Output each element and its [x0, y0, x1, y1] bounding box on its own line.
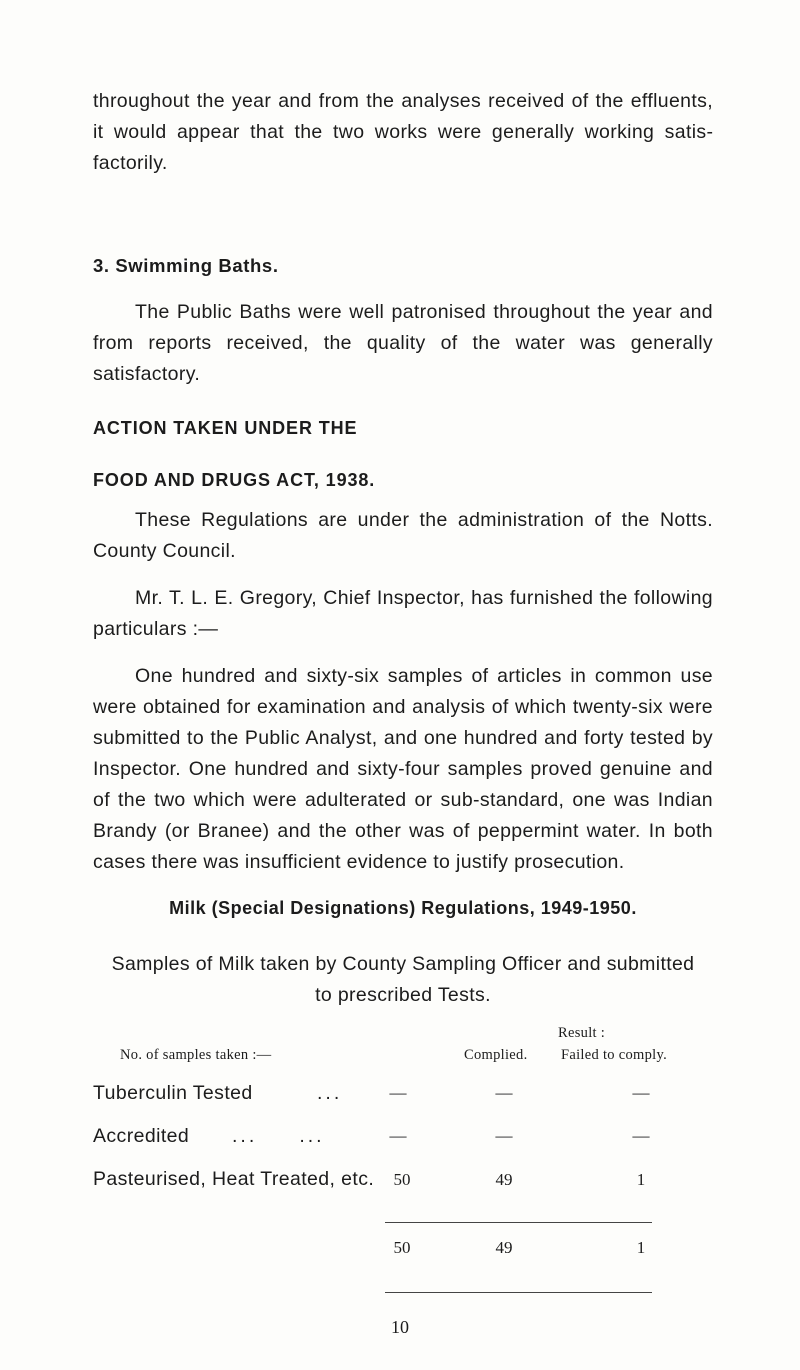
effluents-paragraph: throughout the year and from the analyses received of the effluents, it would appear that the two works were generally working satisfactorily.	[93, 90, 713, 174]
cell-taken: —	[389, 1083, 407, 1102]
total-complied: 49	[495, 1238, 513, 1257]
totals-bottom-rule	[385, 1292, 652, 1293]
cell-failed: 1	[636, 1170, 646, 1189]
cell-complied: —	[495, 1126, 513, 1145]
cell-complied: 49	[495, 1170, 513, 1189]
regulations-paragraph: These Regulations are under the administration of the Notts. County Council.	[93, 509, 713, 562]
cell-failed: —	[632, 1126, 650, 1145]
milk-intro-line2: to prescribed Tests.	[315, 984, 491, 1006]
swimming-baths-heading: 3. Swimming Baths.	[93, 255, 279, 276]
totals-top-rule	[385, 1222, 652, 1223]
milk-heading: Milk (Special Designations) Regulations, 1949-1950.	[169, 898, 637, 918]
complied-header: Complied.	[464, 1047, 528, 1063]
milk-intro-line1: Samples of Milk taken by County Sampling Officer and submitted	[111, 953, 695, 975]
cell-complied: —	[495, 1083, 513, 1102]
baths-paragraph: The Public Baths were well patronised throughout the year and from reports received, the quality of the water was generally satisfactory.	[93, 301, 713, 385]
row-label-accredited: Accredited	[93, 1125, 190, 1147]
cell-failed: —	[632, 1083, 650, 1102]
row-label-pasteurised: Pasteurised, Heat Treated, etc.	[93, 1168, 375, 1190]
cell-taken: —	[389, 1126, 407, 1145]
result-label: Result :	[558, 1025, 606, 1041]
row-leader: ...	[317, 1082, 343, 1104]
total-taken: 50	[393, 1238, 411, 1257]
gregory-paragraph: Mr. T. L. E. Gregory, Chief Inspector, has furnished the following particulars :—	[93, 587, 713, 640]
samples-paragraph: One hundred and sixty-six samples of articles in common use were obtained for examination and analysis of which twenty-six were submitted to the Public Analyst, and one hundred and forty tested by Inspector. One hundred and sixty-four samples proved genuine and of the two which were adulterated or sub-standard, one was Indian Brandy (or Branee) and the other was of peppermint water. In both cases there was insufficient evidence to justify prosecution.	[93, 665, 713, 873]
failed-header: Failed to comply.	[561, 1047, 668, 1063]
row-label-tuberculin: Tuberculin Tested	[93, 1082, 253, 1104]
row-leader: ... ...	[232, 1125, 325, 1147]
samples-taken-header: No. of samples taken :—	[120, 1047, 272, 1063]
page-number: 10	[391, 1317, 409, 1337]
action-heading-line2: FOOD AND DRUGS ACT, 1938.	[93, 470, 376, 490]
total-failed: 1	[636, 1238, 646, 1257]
cell-taken: 50	[393, 1170, 411, 1189]
action-heading-line1: ACTION TAKEN UNDER THE	[93, 418, 358, 438]
